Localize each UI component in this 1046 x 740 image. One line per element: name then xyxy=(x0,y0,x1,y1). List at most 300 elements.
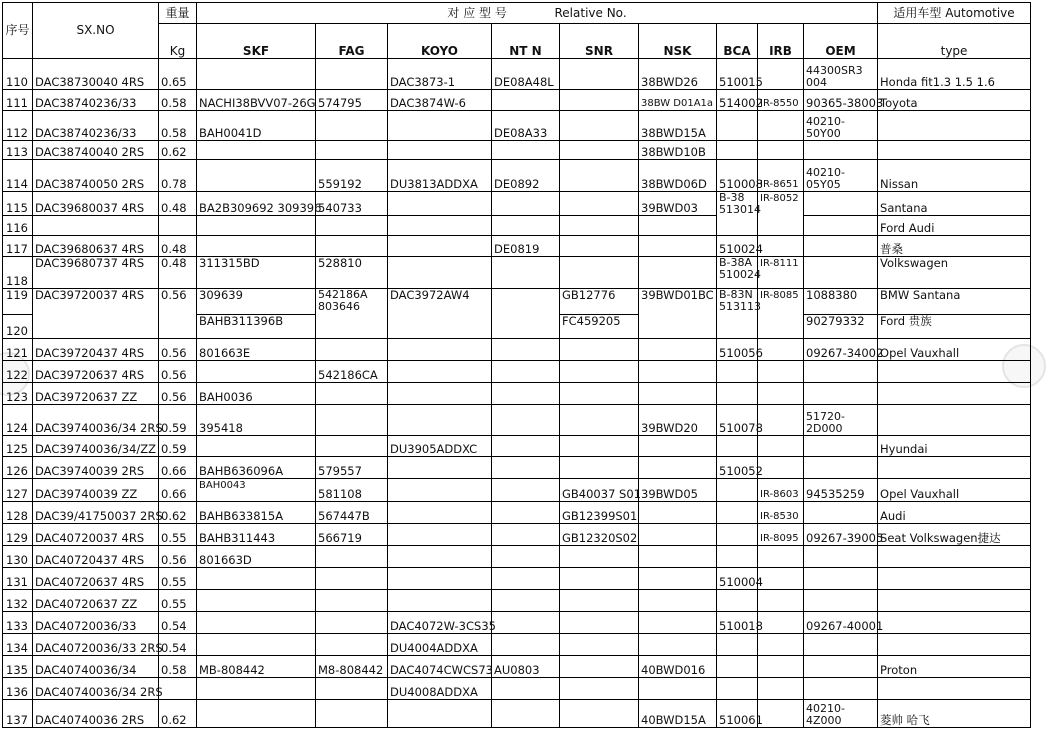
type-cell: Proton xyxy=(878,656,1031,678)
table-row xyxy=(3,90,1031,111)
type-cell xyxy=(878,111,1031,141)
irb-cell: IR-8052 xyxy=(758,192,804,236)
snr-cell xyxy=(560,257,639,289)
col-irb: IRB xyxy=(758,24,804,59)
sx-cell: DAC40720437 4RS xyxy=(33,546,159,568)
ntn-cell xyxy=(492,192,560,216)
col-fag: FAG xyxy=(316,24,388,59)
row-index: 120 xyxy=(3,315,33,339)
nsk-cell: 39BWD01BC xyxy=(639,289,717,339)
snr-cell xyxy=(560,678,639,700)
oem-cell xyxy=(804,383,878,405)
kg-cell: 0.56 xyxy=(159,383,197,405)
bca-cell: 510015 xyxy=(717,59,758,90)
bca-cell: 510061 xyxy=(717,700,758,728)
row-index: 130 xyxy=(3,546,33,568)
row-index: 114 xyxy=(3,160,33,192)
nsk-cell xyxy=(639,436,717,457)
snr-cell xyxy=(560,236,639,257)
type-cell xyxy=(878,678,1031,700)
table-row xyxy=(3,111,1031,141)
oem-cell: 90279332 xyxy=(804,315,878,339)
irb-cell xyxy=(758,546,804,568)
oem-cell xyxy=(804,546,878,568)
snr-cell: GB40037 S01 xyxy=(560,479,639,502)
kg-cell: 0.65 xyxy=(159,59,197,90)
snr-cell xyxy=(560,383,639,405)
col-snr: SNR xyxy=(560,24,639,59)
table-row xyxy=(3,524,1031,546)
index-header: 序号 xyxy=(3,3,33,59)
nsk-cell xyxy=(639,457,717,479)
nsk-cell: 39BWD20 xyxy=(639,405,717,436)
ntn-cell xyxy=(492,257,560,289)
oem-cell xyxy=(804,192,878,216)
row-index: 118 xyxy=(3,257,33,289)
skf-cell xyxy=(197,568,316,590)
col-nsk: NSK xyxy=(639,24,717,59)
snr-cell xyxy=(560,59,639,90)
bca-cell: 514002 xyxy=(717,90,758,111)
koyo-cell xyxy=(388,479,492,502)
skf-cell xyxy=(197,216,316,236)
koyo-cell xyxy=(388,457,492,479)
irb-cell xyxy=(758,590,804,612)
table-row xyxy=(3,160,1031,192)
col-oem: OEM xyxy=(804,24,878,59)
weight-unit-header: Kg xyxy=(159,24,197,59)
row-index: 137 xyxy=(3,700,33,728)
oem-cell xyxy=(804,568,878,590)
bca-cell: B-38A 510024 xyxy=(717,257,758,289)
oem-cell: 94535259 xyxy=(804,479,878,502)
nsk-cell: 38BWD10B xyxy=(639,141,717,160)
kg-cell: 0.59 xyxy=(159,436,197,457)
oem-cell: 1088380 xyxy=(804,289,878,315)
fag-cell: 528810 xyxy=(316,257,388,289)
kg-cell: 0.48 xyxy=(159,236,197,257)
table-row xyxy=(3,192,1031,216)
type-cell: 普桑 xyxy=(878,236,1031,257)
snr-cell xyxy=(560,111,639,141)
koyo-cell xyxy=(388,700,492,728)
table-row xyxy=(3,546,1031,568)
skf-cell xyxy=(197,236,316,257)
type-cell: Ford Audi xyxy=(878,216,1031,236)
sx-cell: DAC39740036/34 2RS xyxy=(33,405,159,436)
bca-cell: 510004 xyxy=(717,568,758,590)
fag-cell: 566719 xyxy=(316,524,388,546)
snr-cell xyxy=(560,361,639,383)
snr-cell xyxy=(560,457,639,479)
ntn-cell: AU0803 xyxy=(492,656,560,678)
kg-cell: 0.54 xyxy=(159,612,197,634)
fag-cell xyxy=(316,634,388,656)
table-row xyxy=(3,383,1031,405)
table-row xyxy=(3,502,1031,524)
fag-cell xyxy=(316,678,388,700)
ntn-cell xyxy=(492,457,560,479)
fag-cell xyxy=(316,236,388,257)
type-cell xyxy=(878,590,1031,612)
row-index: 115 xyxy=(3,192,33,216)
fag-cell: M8-808442 xyxy=(316,656,388,678)
row-index: 116 xyxy=(3,216,33,236)
oem-cell xyxy=(804,656,878,678)
sx-cell: DAC39720037 4RS xyxy=(33,289,159,339)
nsk-cell xyxy=(639,339,717,361)
kg-cell: 0.54 xyxy=(159,634,197,656)
ntn-cell xyxy=(492,383,560,405)
bca-cell: 510078 xyxy=(717,405,758,436)
type-cell: Hyundai xyxy=(878,436,1031,457)
irb-cell: IR-8111 xyxy=(758,257,804,289)
irb-cell: IR-8530 xyxy=(758,502,804,524)
koyo-cell xyxy=(388,405,492,436)
ntn-cell: DE08A33 xyxy=(492,111,560,141)
snr-cell xyxy=(560,634,639,656)
kg-cell: 0.48 xyxy=(159,192,197,216)
row-index: 136 xyxy=(3,678,33,700)
bearing-cross-reference-table xyxy=(2,2,1031,728)
fag-cell xyxy=(316,700,388,728)
nsk-cell: 40BWD15A xyxy=(639,700,717,728)
oem-cell: 09267-34002 xyxy=(804,339,878,361)
nsk-cell xyxy=(639,568,717,590)
bca-cell: 510052 xyxy=(717,457,758,479)
type-cell: Santana xyxy=(878,192,1031,216)
koyo-cell: DAC3874W-6 xyxy=(388,90,492,111)
skf-cell: BAHB311443 xyxy=(197,524,316,546)
type-cell: Toyota xyxy=(878,90,1031,111)
type-cell: Opel Vauxhall xyxy=(878,479,1031,502)
snr-cell: GB12320S02 xyxy=(560,524,639,546)
skf-cell: 309639 xyxy=(197,289,316,315)
row-index: 131 xyxy=(3,568,33,590)
skf-cell: BA2B309692 309396 xyxy=(197,192,316,216)
oem-cell xyxy=(804,361,878,383)
sx-cell: DAC40740036/34 2RS xyxy=(33,678,159,700)
skf-cell: 395418 xyxy=(197,405,316,436)
row-index: 110 xyxy=(3,59,33,90)
kg-cell: 0.62 xyxy=(159,700,197,728)
nsk-cell xyxy=(639,612,717,634)
type-cell xyxy=(878,457,1031,479)
fag-cell: 542186A 803646 xyxy=(316,289,388,339)
oem-cell xyxy=(804,457,878,479)
type-cell: 菱帅 哈飞 xyxy=(878,700,1031,728)
type-cell: BMW Santana xyxy=(878,289,1031,315)
nsk-cell: 39BWD03 xyxy=(639,192,717,216)
sx-cell: DAC39740036/34/ZZ xyxy=(33,436,159,457)
vehicle-header: 适用车型 Automotive xyxy=(878,3,1031,24)
snr-cell xyxy=(560,568,639,590)
sx-cell: DAC38740236/33 xyxy=(33,111,159,141)
koyo-cell xyxy=(388,361,492,383)
koyo-cell: DU4004ADDXA xyxy=(388,634,492,656)
skf-cell: BAH0036 xyxy=(197,383,316,405)
col-skf: SKF xyxy=(197,24,316,59)
row-index: 112 xyxy=(3,111,33,141)
oem-cell: 09267-40001 xyxy=(804,612,878,634)
nsk-cell xyxy=(639,383,717,405)
ntn-cell xyxy=(492,405,560,436)
fag-cell xyxy=(316,546,388,568)
ntn-cell xyxy=(492,90,560,111)
table-row xyxy=(3,59,1031,90)
ntn-cell xyxy=(492,678,560,700)
col-koyo: KOYO xyxy=(388,24,492,59)
bca-cell xyxy=(717,361,758,383)
ntn-cell xyxy=(492,436,560,457)
bca-cell: B-38 513014 xyxy=(717,192,758,236)
oem-cell xyxy=(804,141,878,160)
irb-cell: IR-8603 xyxy=(758,479,804,502)
table-row xyxy=(3,678,1031,700)
irb-cell xyxy=(758,436,804,457)
sx-cell: DAC38730040 4RS xyxy=(33,59,159,90)
vehicle-type-header: type xyxy=(878,24,1031,59)
type-cell xyxy=(878,634,1031,656)
sx-cell: DAC40720637 4RS xyxy=(33,568,159,590)
koyo-cell xyxy=(388,257,492,289)
sx-cell: DAC39680037 4RS xyxy=(33,192,159,216)
snr-cell xyxy=(560,339,639,361)
table-row xyxy=(3,361,1031,383)
row-index: 126 xyxy=(3,457,33,479)
nsk-cell xyxy=(639,257,717,289)
kg-cell: 0.62 xyxy=(159,502,197,524)
skf-cell xyxy=(197,634,316,656)
fag-cell xyxy=(316,339,388,361)
oem-cell: 40210-05Y05 xyxy=(804,160,878,192)
kg-cell: 0.58 xyxy=(159,111,197,141)
skf-cell xyxy=(197,160,316,192)
oem-cell: 09267-39005 xyxy=(804,524,878,546)
nsk-cell: 38BW D01A1a xyxy=(639,90,717,111)
fag-cell xyxy=(316,141,388,160)
kg-cell: 0.59 xyxy=(159,405,197,436)
sx-cell: DAC39680737 4RS xyxy=(33,257,159,289)
kg-cell: 0.66 xyxy=(159,457,197,479)
snr-cell xyxy=(560,405,639,436)
snr-cell xyxy=(560,141,639,160)
fag-cell xyxy=(316,405,388,436)
skf-cell: BAHB636096A xyxy=(197,457,316,479)
type-cell xyxy=(878,361,1031,383)
snr-cell xyxy=(560,656,639,678)
fag-cell xyxy=(316,383,388,405)
sx-cell: DAC39740039 2RS xyxy=(33,457,159,479)
kg-cell: 0.78 xyxy=(159,160,197,192)
table-row xyxy=(3,479,1031,502)
bca-cell xyxy=(717,502,758,524)
irb-cell xyxy=(758,678,804,700)
fag-cell: 567447B xyxy=(316,502,388,524)
bca-cell xyxy=(717,436,758,457)
fag-cell xyxy=(316,216,388,236)
snr-cell: GB12776 xyxy=(560,289,639,315)
fag-cell xyxy=(316,568,388,590)
koyo-cell xyxy=(388,546,492,568)
bca-cell: 510056 xyxy=(717,339,758,361)
koyo-cell xyxy=(388,216,492,236)
row-index: 132 xyxy=(3,590,33,612)
oem-cell: 90365-38003 xyxy=(804,90,878,111)
skf-cell: MB-808442 xyxy=(197,656,316,678)
type-cell xyxy=(878,141,1031,160)
irb-cell xyxy=(758,568,804,590)
irb-cell xyxy=(758,383,804,405)
table-row xyxy=(3,634,1031,656)
fag-cell xyxy=(316,612,388,634)
ntn-cell xyxy=(492,502,560,524)
oem-cell: 51720-2D000 xyxy=(804,405,878,436)
oem-cell xyxy=(804,590,878,612)
oem-cell xyxy=(804,634,878,656)
row-index: 113 xyxy=(3,141,33,160)
type-cell xyxy=(878,405,1031,436)
skf-cell: 311315BD xyxy=(197,257,316,289)
skf-cell xyxy=(197,678,316,700)
nsk-cell xyxy=(639,546,717,568)
kg-cell: 0.56 xyxy=(159,339,197,361)
skf-cell xyxy=(197,612,316,634)
bca-cell xyxy=(717,383,758,405)
bca-cell xyxy=(717,634,758,656)
sx-cell: DAC39/41750037 2RS xyxy=(33,502,159,524)
table-row xyxy=(3,141,1031,160)
snr-cell xyxy=(560,546,639,568)
skf-cell: BAHB311396B xyxy=(197,315,316,339)
irb-cell xyxy=(758,634,804,656)
row-index: 135 xyxy=(3,656,33,678)
koyo-cell xyxy=(388,339,492,361)
koyo-cell: DU3905ADDXC xyxy=(388,436,492,457)
table-row xyxy=(3,289,1031,315)
oem-cell xyxy=(804,257,878,289)
nsk-cell: 38BWD06D xyxy=(639,160,717,192)
nsk-cell xyxy=(639,361,717,383)
row-index: 111 xyxy=(3,90,33,111)
table-row xyxy=(3,436,1031,457)
snr-cell xyxy=(560,90,639,111)
nsk-cell xyxy=(639,678,717,700)
fag-cell xyxy=(316,436,388,457)
fag-cell: 581108 xyxy=(316,479,388,502)
kg-cell: 0.58 xyxy=(159,90,197,111)
oem-cell xyxy=(804,216,878,236)
bca-cell xyxy=(717,656,758,678)
skf-cell: 801663D xyxy=(197,546,316,568)
sx-cell: DAC39680637 4RS xyxy=(33,236,159,257)
ntn-cell xyxy=(492,361,560,383)
ntn-cell xyxy=(492,634,560,656)
ntn-cell xyxy=(492,590,560,612)
col-ntn: NT N xyxy=(492,24,560,59)
kg-cell: 0.55 xyxy=(159,568,197,590)
irb-cell xyxy=(758,59,804,90)
fag-cell: 574795 xyxy=(316,90,388,111)
irb-cell: IR-8085 xyxy=(758,289,804,339)
ntn-cell xyxy=(492,568,560,590)
type-cell xyxy=(878,568,1031,590)
ntn-cell: DE0819 xyxy=(492,236,560,257)
koyo-cell: DAC4072W-3CS35 xyxy=(388,612,492,634)
sx-cell: DAC40740036 2RS xyxy=(33,700,159,728)
relative-en: Relative No. xyxy=(554,5,627,20)
fag-cell: 579557 xyxy=(316,457,388,479)
koyo-cell xyxy=(388,236,492,257)
kg-cell: 0.55 xyxy=(159,590,197,612)
bca-cell xyxy=(717,678,758,700)
koyo-cell: DAC3972AW4 xyxy=(388,289,492,339)
row-index: 121 xyxy=(3,339,33,361)
bca-cell xyxy=(717,524,758,546)
sx-cell: DAC40720036/33 2RS xyxy=(33,634,159,656)
type-cell xyxy=(878,546,1031,568)
ntn-cell xyxy=(492,700,560,728)
relative-cn: 对 应 型 号 xyxy=(447,5,507,20)
nsk-cell: 39BWD05 xyxy=(639,479,717,502)
ntn-cell xyxy=(492,546,560,568)
irb-cell: IR-8550 xyxy=(758,90,804,111)
sx-cell: DAC39740039 ZZ xyxy=(33,479,159,502)
sx-cell xyxy=(33,216,159,236)
type-cell: Audi xyxy=(878,502,1031,524)
nsk-cell xyxy=(639,216,717,236)
koyo-cell: DU4008ADDXA xyxy=(388,678,492,700)
koyo-cell xyxy=(388,192,492,216)
oem-cell: 40210-4Z000 xyxy=(804,700,878,728)
koyo-cell xyxy=(388,383,492,405)
kg-cell: 0.48 xyxy=(159,257,197,289)
skf-cell: BAHB633815A xyxy=(197,502,316,524)
table-row xyxy=(3,612,1031,634)
bca-cell xyxy=(717,479,758,502)
sx-cell: DAC38740050 2RS xyxy=(33,160,159,192)
row-index: 134 xyxy=(3,634,33,656)
irb-cell xyxy=(758,236,804,257)
skf-cell: BAH0041D xyxy=(197,111,316,141)
ntn-cell xyxy=(492,612,560,634)
bca-cell xyxy=(717,111,758,141)
ntn-cell xyxy=(492,479,560,502)
koyo-cell: DAC3873-1 xyxy=(388,59,492,90)
koyo-cell xyxy=(388,590,492,612)
type-cell xyxy=(878,383,1031,405)
skf-cell xyxy=(197,700,316,728)
nsk-cell xyxy=(639,502,717,524)
snr-cell xyxy=(560,436,639,457)
koyo-cell xyxy=(388,524,492,546)
table-row xyxy=(3,700,1031,728)
oem-cell: 44300SR3 004 xyxy=(804,59,878,90)
type-cell: Seat Volkswagen捷达 xyxy=(878,524,1031,546)
sx-cell: DAC40720037 4RS xyxy=(33,524,159,546)
skf-cell xyxy=(197,141,316,160)
koyo-cell: DAC4074CWCS73 xyxy=(388,656,492,678)
skf-cell xyxy=(197,361,316,383)
sx-header: SX.NO xyxy=(33,3,159,59)
skf-cell: NACHI38BVV07-26G xyxy=(197,90,316,111)
type-cell xyxy=(878,612,1031,634)
table-row xyxy=(3,339,1031,361)
koyo-cell xyxy=(388,568,492,590)
sx-cell: DAC40720036/33 xyxy=(33,612,159,634)
oem-cell: 40210-50Y00 xyxy=(804,111,878,141)
koyo-cell xyxy=(388,111,492,141)
